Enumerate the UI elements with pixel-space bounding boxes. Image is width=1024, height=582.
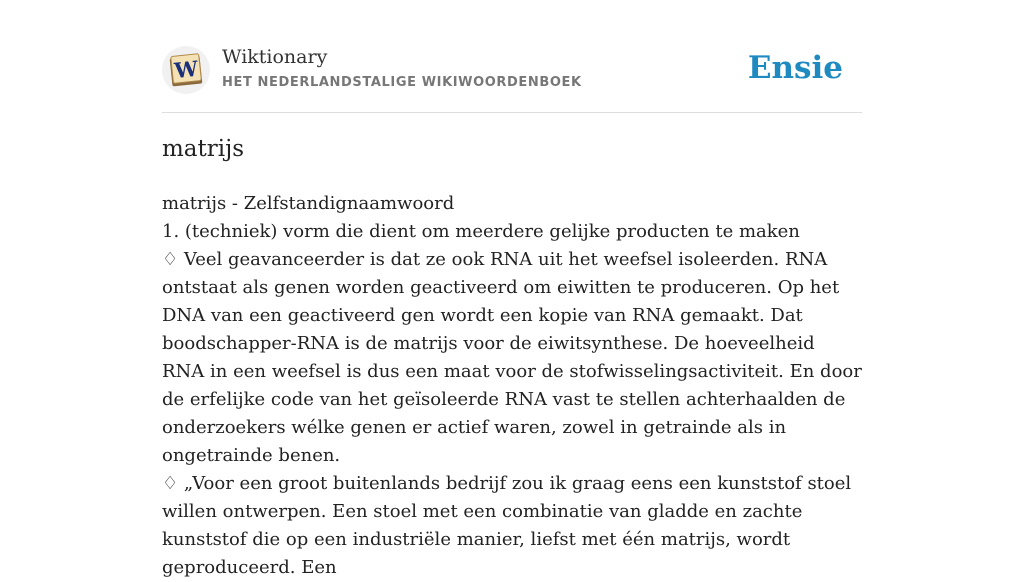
wiktionary-logo-graphic [162, 46, 210, 94]
site-header [162, 0, 862, 113]
page [162, 0, 862, 578]
example-quote-1: ♢ Veel geavanceerder is dat ze ook RNA uit het weefsel isoleerden. RNA ontstaat als genen worden geactiveerd om eiwitten te produceren. Op het DNA van een geactiveerd gen wordt een kopie van RNA gemaakt. Dat boodschapper-RNA is de matrijs voor de eiwitsynthese. De hoeveelheid RNA in een weefsel is dus een maat voor de stofwisselingsactiviteit. En door de erfelijke code van het geïsoleerde RNA vast te stellen achterhaalden de onderzoekers wélke genen er actief waren, zowel in getrainde als in ongetrainde benen. [162, 249, 862, 466]
site-tagline: HET NEDERLANDSTALIGE WIKIWOORDENBOEK [222, 75, 582, 90]
wiktionary-logo-icon[interactable] [162, 46, 210, 94]
page-title: matrijs [162, 136, 245, 162]
logo-letter: W [173, 55, 200, 84]
entry-heading-line: matrijs - Zelfstandignaamwoord [162, 193, 455, 214]
definition-text: 1. (techniek) vorm die dient om meerdere gelijke producten te maken [162, 221, 800, 242]
entry-content [162, 190, 862, 582]
example-quote-2: ♢ „Voor een groot buitenlands bedrijf zou ik graag eens een kunststof stoel willen ontwerpen. Een stoel met een combinatie van gladde en zachte kunststof die op een industriële manier, liefst met één matrijs, wordt geproduceerd. Een [162, 473, 852, 578]
site-name[interactable]: Wiktionary [222, 46, 328, 68]
ensie-brand-link[interactable]: Ensie [747, 50, 843, 86]
